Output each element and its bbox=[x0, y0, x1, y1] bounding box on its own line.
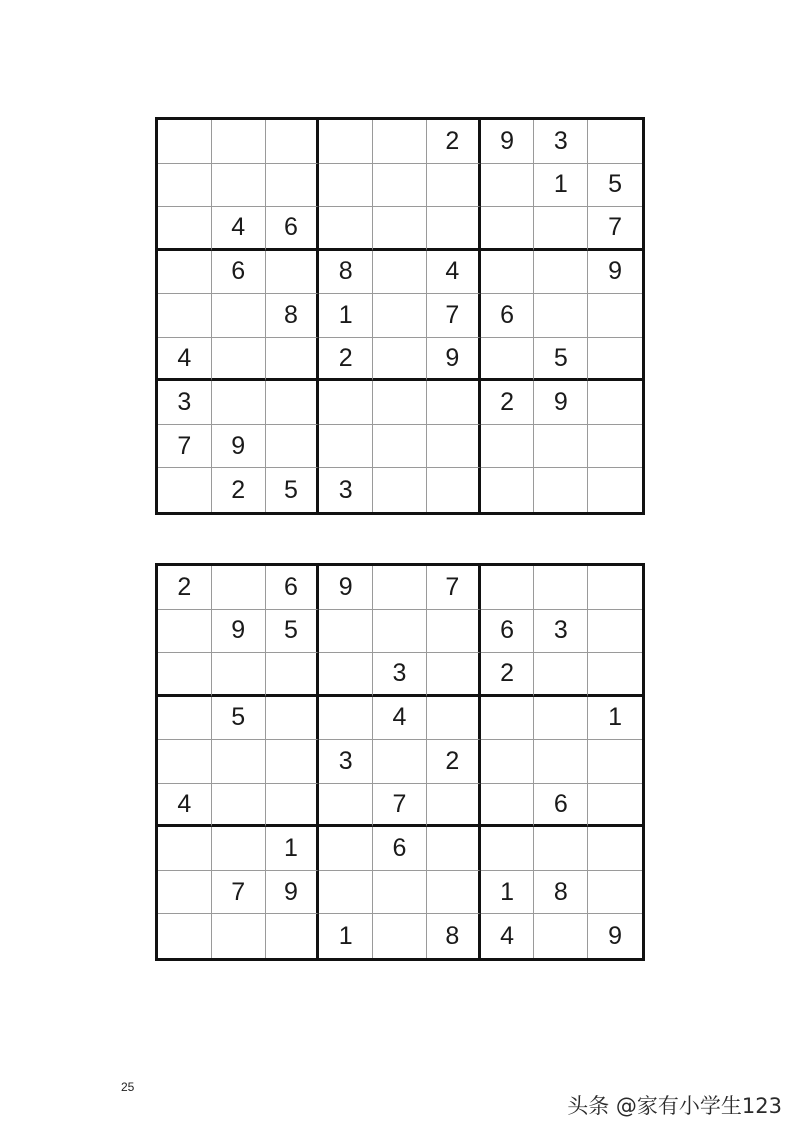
sudoku-cell[interactable]: 7 bbox=[588, 207, 642, 251]
sudoku-cell[interactable] bbox=[427, 468, 481, 512]
sudoku-cell[interactable]: 9 bbox=[534, 381, 588, 425]
sudoku-cell[interactable] bbox=[481, 740, 535, 784]
sudoku-cell[interactable]: 7 bbox=[427, 566, 481, 610]
sudoku-cell[interactable]: 5 bbox=[266, 610, 320, 654]
sudoku-cell[interactable] bbox=[212, 294, 266, 338]
sudoku-cell[interactable] bbox=[588, 653, 642, 697]
sudoku-cell[interactable] bbox=[319, 871, 373, 915]
sudoku-cell[interactable] bbox=[534, 566, 588, 610]
sudoku-cell[interactable] bbox=[373, 381, 427, 425]
sudoku-cell[interactable] bbox=[158, 697, 212, 741]
sudoku-cell[interactable] bbox=[373, 164, 427, 208]
sudoku-cell[interactable] bbox=[319, 425, 373, 469]
sudoku-cell[interactable] bbox=[212, 381, 266, 425]
sudoku-cell[interactable] bbox=[481, 827, 535, 871]
sudoku-cell[interactable] bbox=[266, 164, 320, 208]
sudoku-cell[interactable] bbox=[534, 914, 588, 958]
sudoku-cell[interactable] bbox=[158, 827, 212, 871]
sudoku-cell[interactable]: 8 bbox=[534, 871, 588, 915]
sudoku-cell[interactable]: 4 bbox=[481, 914, 535, 958]
sudoku-cell[interactable]: 2 bbox=[427, 120, 481, 164]
sudoku-cell[interactable] bbox=[266, 653, 320, 697]
sudoku-cell[interactable] bbox=[427, 207, 481, 251]
sudoku-cell[interactable] bbox=[212, 784, 266, 828]
sudoku-cell[interactable] bbox=[319, 120, 373, 164]
sudoku-cell[interactable] bbox=[266, 914, 320, 958]
sudoku-cell[interactable]: 6 bbox=[481, 294, 535, 338]
sudoku-cell[interactable]: 9 bbox=[481, 120, 535, 164]
sudoku-cell[interactable]: 9 bbox=[608, 921, 623, 950]
sudoku-cell[interactable]: 8 bbox=[266, 294, 320, 338]
sudoku-cell[interactable]: 1 bbox=[319, 914, 373, 958]
sudoku-cell[interactable] bbox=[373, 338, 427, 382]
sudoku-cell[interactable]: 3 bbox=[534, 610, 588, 654]
sudoku-cell[interactable] bbox=[481, 164, 535, 208]
sudoku-cell[interactable] bbox=[534, 251, 588, 295]
sudoku-cell[interactable]: 8 bbox=[427, 914, 481, 958]
sudoku-cell[interactable] bbox=[266, 740, 320, 784]
sudoku-cell[interactable] bbox=[266, 697, 320, 741]
sudoku-cell[interactable] bbox=[319, 784, 373, 828]
sudoku-cell[interactable] bbox=[373, 914, 427, 958]
sudoku-cell[interactable] bbox=[158, 653, 212, 697]
sudoku-cell[interactable]: 6 bbox=[534, 784, 588, 828]
sudoku-cell[interactable] bbox=[481, 566, 535, 610]
sudoku-cell[interactable] bbox=[427, 871, 481, 915]
sudoku-cell[interactable] bbox=[158, 914, 212, 958]
sudoku-cell[interactable] bbox=[427, 164, 481, 208]
sudoku-cell[interactable] bbox=[481, 207, 535, 251]
sudoku-cell[interactable] bbox=[427, 610, 481, 654]
sudoku-cell[interactable] bbox=[212, 914, 266, 958]
sudoku-cell[interactable]: 5 bbox=[212, 697, 266, 741]
sudoku-cell[interactable]: 4 bbox=[212, 207, 266, 251]
sudoku-cell[interactable]: 2 bbox=[212, 468, 266, 512]
page-number: 25 bbox=[121, 1080, 135, 1094]
sudoku-cell[interactable]: 3 bbox=[319, 740, 373, 784]
sudoku-cell[interactable] bbox=[158, 610, 212, 654]
sudoku-cell[interactable]: 1 bbox=[319, 294, 373, 338]
sudoku-cell[interactable]: 5 bbox=[266, 468, 320, 512]
sudoku-cell[interactable]: 7 bbox=[373, 784, 427, 828]
sudoku-cell[interactable] bbox=[427, 653, 481, 697]
sudoku-cell[interactable] bbox=[427, 381, 481, 425]
sudoku-cell[interactable] bbox=[588, 425, 642, 469]
sudoku-cell[interactable] bbox=[373, 566, 427, 610]
sudoku-cell[interactable] bbox=[266, 784, 320, 828]
sudoku-cell[interactable] bbox=[534, 697, 588, 741]
sudoku-cell[interactable] bbox=[212, 653, 266, 697]
sudoku-cell[interactable] bbox=[319, 164, 373, 208]
sudoku-cell[interactable]: 4 bbox=[427, 251, 481, 295]
sudoku-cell[interactable]: 5 bbox=[534, 338, 588, 382]
sudoku-cell[interactable] bbox=[481, 784, 535, 828]
sudoku-cell[interactable] bbox=[481, 251, 535, 295]
sudoku-cell[interactable]: 9 bbox=[319, 566, 373, 610]
sudoku-cell[interactable] bbox=[212, 164, 266, 208]
sudoku-cell[interactable] bbox=[212, 338, 266, 382]
sudoku-cell[interactable] bbox=[373, 294, 427, 338]
sudoku-cell[interactable] bbox=[266, 251, 320, 295]
sudoku-cell[interactable] bbox=[427, 697, 481, 741]
sudoku-grid-2 bbox=[155, 563, 645, 961]
sudoku-cell[interactable] bbox=[427, 784, 481, 828]
sudoku-cell[interactable] bbox=[212, 566, 266, 610]
sudoku-cell[interactable]: 2 bbox=[319, 338, 373, 382]
sudoku-cell[interactable] bbox=[588, 294, 642, 338]
sudoku-cell[interactable]: 9 bbox=[212, 610, 266, 654]
sudoku-cell[interactable]: 6 bbox=[373, 827, 427, 871]
sudoku-cell[interactable] bbox=[588, 871, 642, 915]
sudoku-cell[interactable]: 6 bbox=[266, 207, 320, 251]
sudoku-cell[interactable] bbox=[588, 740, 642, 784]
sudoku-cell[interactable]: 1 bbox=[266, 827, 320, 871]
sudoku-cell[interactable] bbox=[481, 425, 535, 469]
watermark: 头条 @家有小学生123 bbox=[567, 1094, 782, 1118]
sudoku-cell[interactable]: 9 bbox=[212, 425, 266, 469]
sudoku-cell[interactable] bbox=[588, 381, 642, 425]
sudoku-cell[interactable] bbox=[481, 468, 535, 512]
sudoku-cell[interactable] bbox=[373, 207, 427, 251]
sudoku-cell[interactable] bbox=[158, 251, 212, 295]
sudoku-cell[interactable] bbox=[158, 120, 212, 164]
sudoku-cell[interactable]: 3 bbox=[373, 653, 427, 697]
sudoku-cell[interactable] bbox=[212, 827, 266, 871]
sudoku-cell[interactable] bbox=[319, 653, 373, 697]
sudoku-cell[interactable] bbox=[373, 610, 427, 654]
sudoku-cell[interactable]: 1 bbox=[481, 871, 535, 915]
sudoku-cell[interactable] bbox=[212, 120, 266, 164]
sudoku-cell[interactable]: 3 bbox=[534, 120, 588, 164]
sudoku-cell[interactable] bbox=[212, 740, 266, 784]
sudoku-cell[interactable]: 7 bbox=[158, 425, 212, 469]
sudoku-cell[interactable] bbox=[534, 653, 588, 697]
sudoku-cell[interactable]: 3 bbox=[319, 468, 373, 512]
sudoku-cell[interactable] bbox=[588, 827, 642, 871]
sudoku-cell[interactable] bbox=[373, 468, 427, 512]
sudoku-cell[interactable] bbox=[158, 294, 212, 338]
sudoku-cell[interactable] bbox=[266, 338, 320, 382]
sudoku-cell[interactable] bbox=[534, 207, 588, 251]
sudoku-cell[interactable] bbox=[158, 468, 212, 512]
sudoku-cell[interactable] bbox=[319, 207, 373, 251]
sudoku-cell[interactable]: 7 bbox=[212, 871, 266, 915]
sudoku-cell[interactable] bbox=[319, 697, 373, 741]
sudoku-cell[interactable] bbox=[588, 338, 642, 382]
sudoku-cell[interactable] bbox=[427, 827, 481, 871]
sudoku-cell[interactable] bbox=[158, 740, 212, 784]
sudoku-cell[interactable] bbox=[534, 468, 588, 512]
sudoku-cell[interactable] bbox=[158, 207, 212, 251]
sudoku-cell[interactable] bbox=[534, 294, 588, 338]
sudoku-cell[interactable] bbox=[373, 251, 427, 295]
sudoku-cell[interactable]: 4 bbox=[158, 338, 212, 382]
sudoku-cell[interactable]: 6 bbox=[212, 251, 266, 295]
sudoku-cell[interactable]: 3 bbox=[158, 381, 212, 425]
sudoku-cell[interactable]: 2 bbox=[427, 740, 481, 784]
sudoku-cell[interactable]: 6 bbox=[481, 610, 535, 654]
sudoku-cell[interactable] bbox=[534, 827, 588, 871]
sudoku-cell[interactable] bbox=[427, 425, 481, 469]
sudoku-cell[interactable] bbox=[319, 610, 373, 654]
sudoku-cell[interactable]: 9 bbox=[588, 251, 642, 295]
sudoku-cell[interactable] bbox=[373, 740, 427, 784]
sudoku-cell[interactable] bbox=[373, 425, 427, 469]
sudoku-cell[interactable] bbox=[481, 338, 535, 382]
sudoku-cell[interactable] bbox=[158, 871, 212, 915]
sudoku-cell[interactable]: 2 bbox=[158, 566, 212, 610]
sudoku-cell[interactable] bbox=[588, 468, 642, 512]
sudoku-cell[interactable]: 1 bbox=[588, 697, 642, 741]
sudoku-cell[interactable]: 5 bbox=[588, 164, 642, 208]
sudoku-cell[interactable]: 4 bbox=[373, 697, 427, 741]
sudoku-cell[interactable] bbox=[266, 120, 320, 164]
sudoku-cell[interactable]: 4 bbox=[158, 784, 212, 828]
sudoku-cell[interactable]: 2 bbox=[481, 653, 535, 697]
sudoku-cell[interactable] bbox=[534, 740, 588, 784]
sudoku-cell[interactable] bbox=[319, 827, 373, 871]
sudoku-cell[interactable]: 9 bbox=[427, 338, 481, 382]
sudoku-cell[interactable]: 6 bbox=[266, 566, 320, 610]
sudoku-cell[interactable]: 1 bbox=[534, 164, 588, 208]
sudoku-cell[interactable] bbox=[319, 381, 373, 425]
sudoku-cell[interactable] bbox=[588, 120, 642, 164]
sudoku-cell[interactable] bbox=[266, 381, 320, 425]
sudoku-grid-1 bbox=[155, 117, 645, 515]
sudoku-cell[interactable] bbox=[481, 697, 535, 741]
sudoku-cell[interactable] bbox=[534, 425, 588, 469]
sudoku-cell[interactable] bbox=[588, 610, 642, 654]
sudoku-cell[interactable]: 8 bbox=[319, 251, 373, 295]
sudoku-cell[interactable] bbox=[266, 425, 320, 469]
sudoku-cell[interactable] bbox=[373, 120, 427, 164]
sudoku-cell[interactable]: 9 bbox=[266, 871, 320, 915]
sudoku-cell[interactable]: 2 bbox=[481, 381, 535, 425]
sudoku-cell[interactable]: 7 bbox=[427, 294, 481, 338]
sudoku-cell[interactable] bbox=[373, 871, 427, 915]
sudoku-cell[interactable] bbox=[588, 566, 642, 610]
sudoku-cell[interactable] bbox=[588, 784, 642, 828]
sudoku-cell[interactable] bbox=[158, 164, 212, 208]
